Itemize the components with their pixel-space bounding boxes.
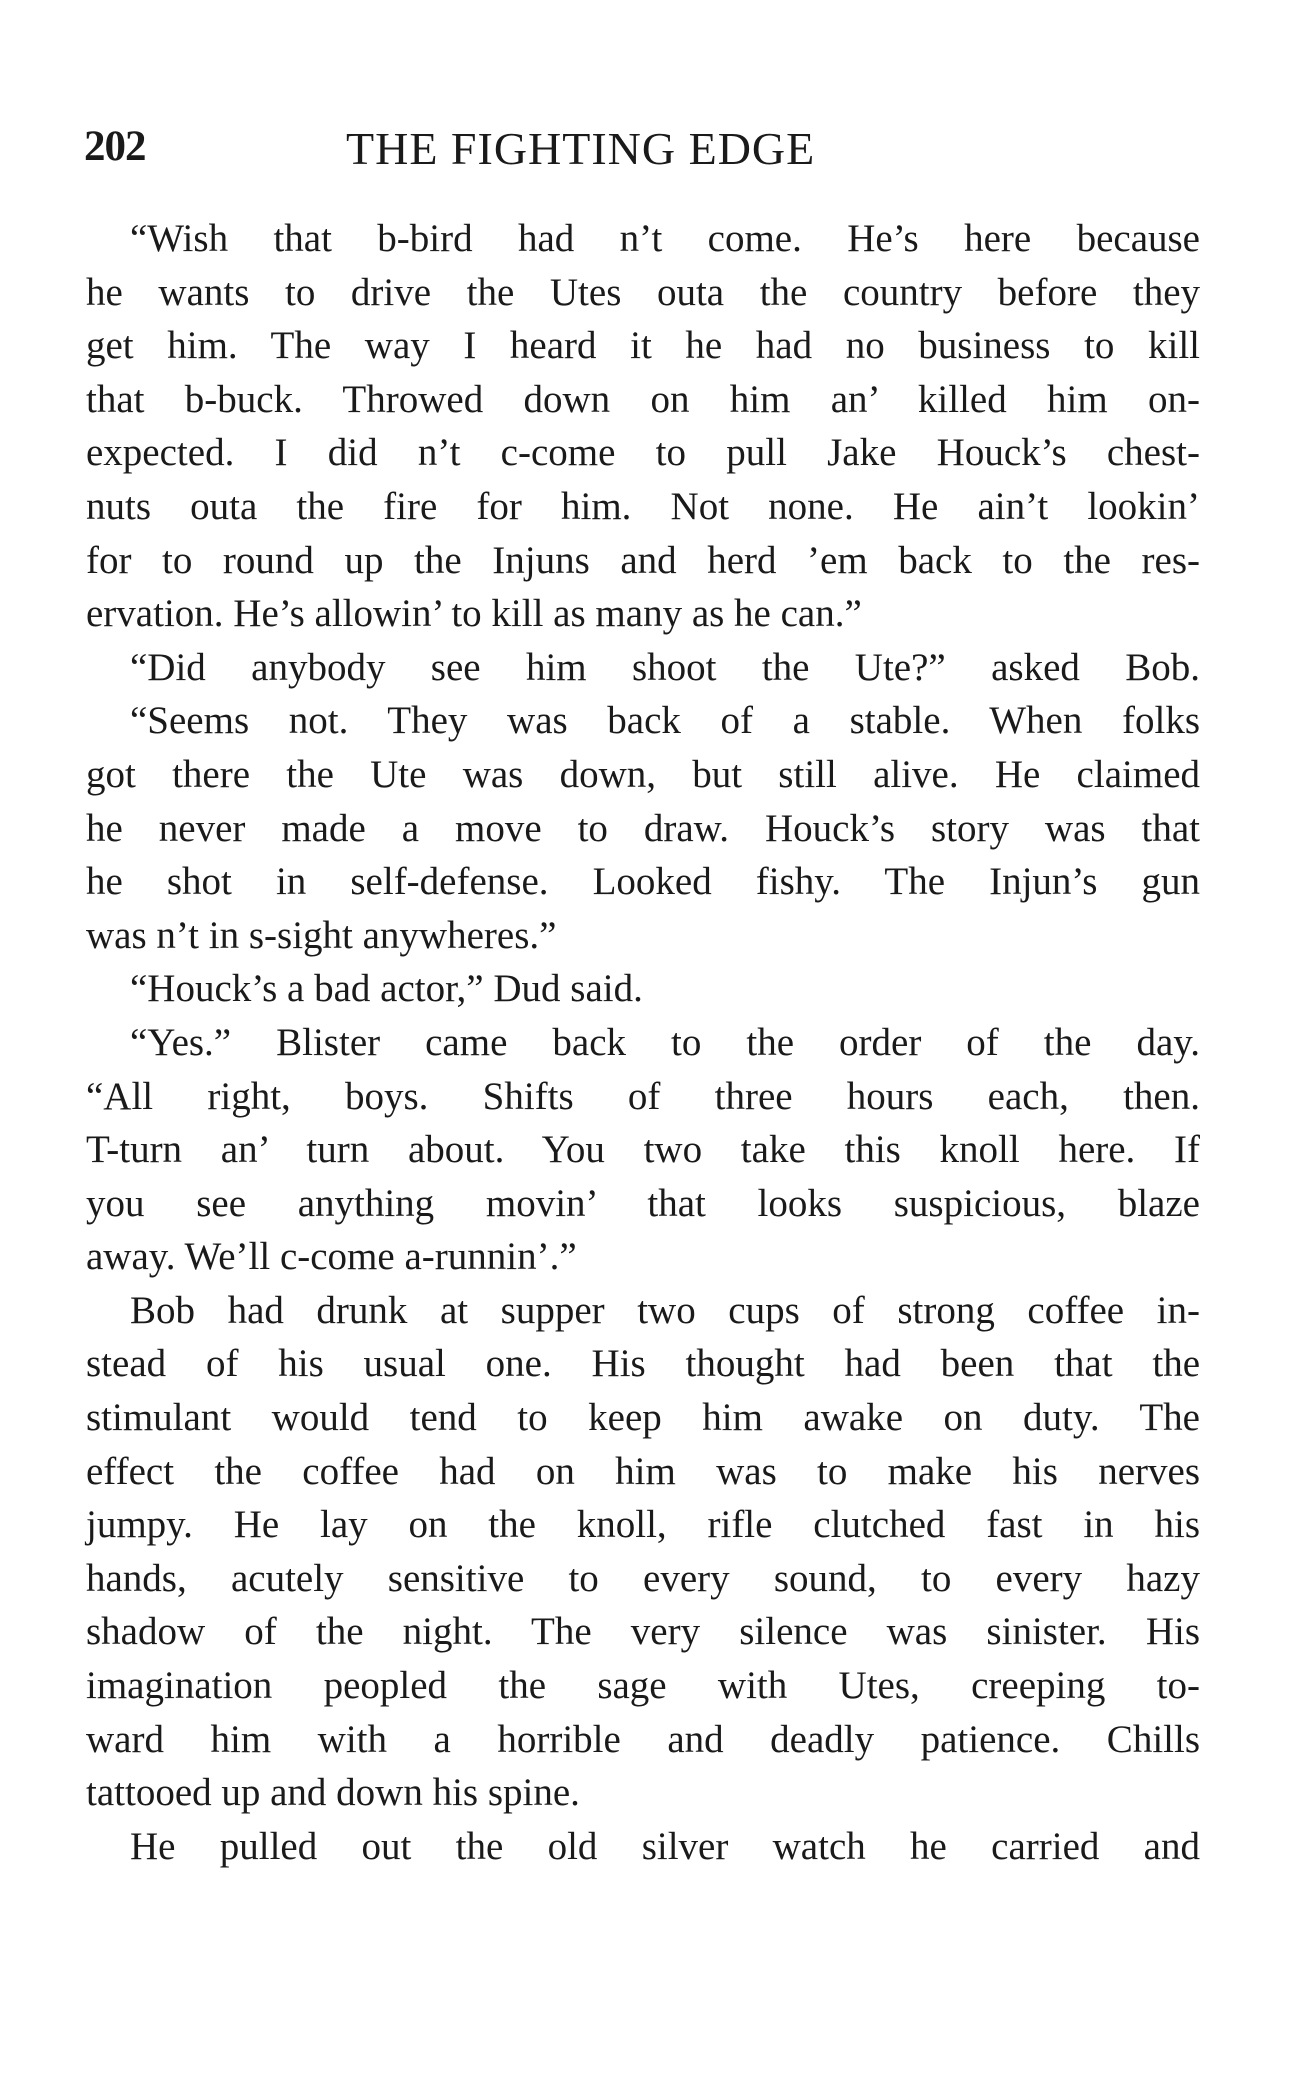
text-line: Bob had drunk at supper two cups of strong coffee in- xyxy=(130,1288,1200,1332)
text-line: imagination peopled the sage with Utes, creeping to- xyxy=(86,1664,1200,1708)
text-line: he wants to drive the Utes outa the country before they xyxy=(86,270,1200,314)
text-line: he shot in self-defense. Looked fishy. The Injun’s gun xyxy=(86,860,1200,904)
text-line: effect the coffee had on him was to make his nerves xyxy=(86,1449,1200,1493)
text-line: ervation. He’s allowin’ to kill as many as he can.” xyxy=(86,592,862,636)
text-line: jumpy. He lay on the knoll, rifle clutched fast in his xyxy=(86,1503,1200,1547)
text-line: “Wish that b-bird had n’t come. He’s here because xyxy=(130,217,1200,260)
body-text xyxy=(86,212,1200,1873)
text-line: shadow of the night. The very silence was sinister. His xyxy=(86,1610,1200,1654)
text-line: hands, acutely sensitive to every sound, to every hazy xyxy=(86,1556,1200,1600)
page-number: 202 xyxy=(84,123,146,170)
running-head: THE FIGHTING EDGE xyxy=(346,123,816,174)
text-line: ward him with a horrible and deadly patience. Chills xyxy=(86,1717,1200,1761)
text-line: got there the Ute was down, but still alive. He claimed xyxy=(86,752,1200,796)
text-line: away. We’ll c-come a-runnin’.” xyxy=(86,1235,577,1279)
text-line: “Seems not. They was back of a stable. When folks xyxy=(130,699,1200,743)
text-line: “Yes.” Blister came back to the order of the day. xyxy=(130,1020,1200,1064)
text-line: “Houck’s a bad actor,” Dud said. xyxy=(130,967,643,1011)
text-line: stimulant would tend to keep him awake on duty. The xyxy=(86,1396,1200,1440)
page-header xyxy=(84,122,1200,182)
text-line: stead of his usual one. His thought had been that the xyxy=(86,1342,1200,1386)
text-line: you see anything movin’ that looks suspicious, blaze xyxy=(86,1181,1200,1225)
text-line: “Did anybody see him shoot the Ute?” asked Bob. xyxy=(130,645,1200,689)
text-line: he never made a move to draw. Houck’s story was that xyxy=(86,806,1200,850)
text-line: He pulled out the old silver watch he carried and xyxy=(130,1824,1200,1868)
text-line: T-turn an’ turn about. You two take this knoll here. If xyxy=(86,1128,1200,1172)
text-line: “All right, boys. Shifts of three hours each, then. xyxy=(86,1074,1200,1118)
text-line: expected. I did n’t c-come to pull Jake Houck’s chest- xyxy=(86,431,1200,475)
text-line: that b-buck. Throwed down on him an’ killed him on- xyxy=(86,377,1200,421)
text-line: tattooed up and down his spine. xyxy=(86,1771,580,1815)
text-line: get him. The way I heard it he had no business to kill xyxy=(86,324,1200,368)
text-line: for to round up the Injuns and herd ’em back to the res- xyxy=(86,538,1200,582)
text-line: was n’t in s-sight anywheres.” xyxy=(86,913,557,957)
text-line: nuts outa the fire for him. Not none. He ain’t lookin’ xyxy=(86,484,1200,528)
